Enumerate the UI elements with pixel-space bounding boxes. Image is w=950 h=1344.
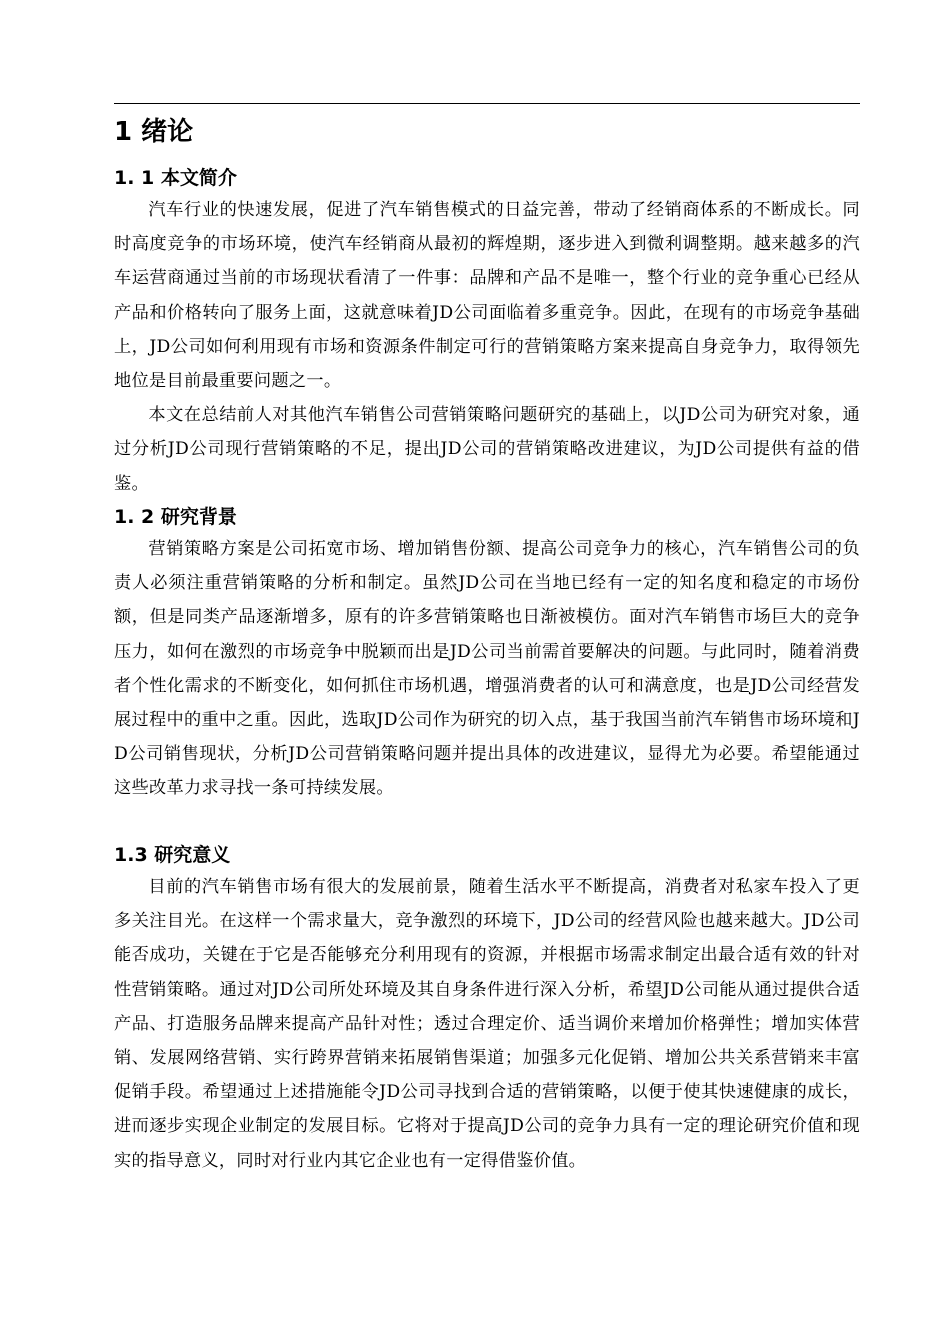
section-background [114,502,860,806]
paragraph: 汽车行业的快速发展，促进了汽车销售模式的日益完善，带动了经销商体系的不断成长。同时高度竞争的市场环境，使汽车经销商从最初的辉煌期，逐步进入到微利调整期。越来越多的汽车运营商通过当前的市场现状看清了一件事：品牌和产品不是唯一，整个行业的竞争重心已经从产品和价格转向了服务上面，这就意味着JD公司面临着多重竞争。因此，在现有的市场竞争基础上，JD公司如何利用现有市场和资源条件制定可行的营销策略方案来提高自身竞争力，取得领先地位是目前最重要问题之一。 [114,200,860,392]
header-rule [114,103,860,104]
paragraph: 本文在总结前人对其他汽车销售公司营销策略问题研究的基础上，以JD公司为研究对象，通过分析JD公司现行营销策略的不足，提出JD公司的营销策略改进建议，为JD公司提供有益的借鉴。 [114,405,860,494]
section-title: 1. 2 研究背景 [114,506,237,528]
section-introduction [114,163,860,501]
section-significance [114,840,860,1178]
chapter-title: 1 绪论 [114,117,194,147]
section-title: 1.3 研究意义 [114,844,231,866]
paragraph: 目前的汽车销售市场有很大的发展前景，随着生活水平不断提高，消费者对私家车投入了更多关注目光。在这样一个需求量大，竞争激烈的环境下，JD公司的经营风险也越来越大。JD公司能否成功，关键在于它是否能够充分利用现有的资源，并根据市场需求制定出最合适有效的针对性营销策略。通过对JD公司所处环境及其自身条件进行深入分析，希望JD公司能从通过提供合适产品、打造服务品牌来提高产品针对性；透过合理定价、适当调价来增加价格弹性；增加实体营销、发展网络营销、实行跨界营销来拓展销售渠道；加强多元化促销、增加公共关系营销来丰富促销手段。希望通过上述措施能令JD公司寻找到合适的营销策略，以便于使其快速健康的成长，进而逐步实现企业制定的发展目标。它将对于提高JD公司的竞争力具有一定的理论研究价值和现实的指导意义，同时对行业内其它企业也有一定得借鉴价值。 [114,877,860,1171]
paragraph: 营销策略方案是公司拓宽市场、增加销售份额、提高公司竞争力的核心，汽车销售公司的负责人必须注重营销策略的分析和制定。虽然JD公司在当地已经有一定的知名度和稳定的市场份额，但是同类产品逐渐增多，原有的许多营销策略也日渐被模仿。面对汽车销售市场巨大的竞争压力，如何在激烈的市场竞争中脱颖而出是JD公司当前需首要解决的问题。与此同时，随着消费者个性化需求的不断变化，如何抓住市场机遇，增强消费者的认可和满意度，也是JD公司经营发展过程中的重中之重。因此，选取JD公司作为研究的切入点，基于我国当前汽车销售市场环境和JD公司销售现状，分析JD公司营销策略问题并提出具体的改进建议，显得尤为必要。希望能通过这些改革力求寻找一条可持续发展。 [114,539,860,799]
section-title: 1. 1 本文简介 [114,167,237,189]
